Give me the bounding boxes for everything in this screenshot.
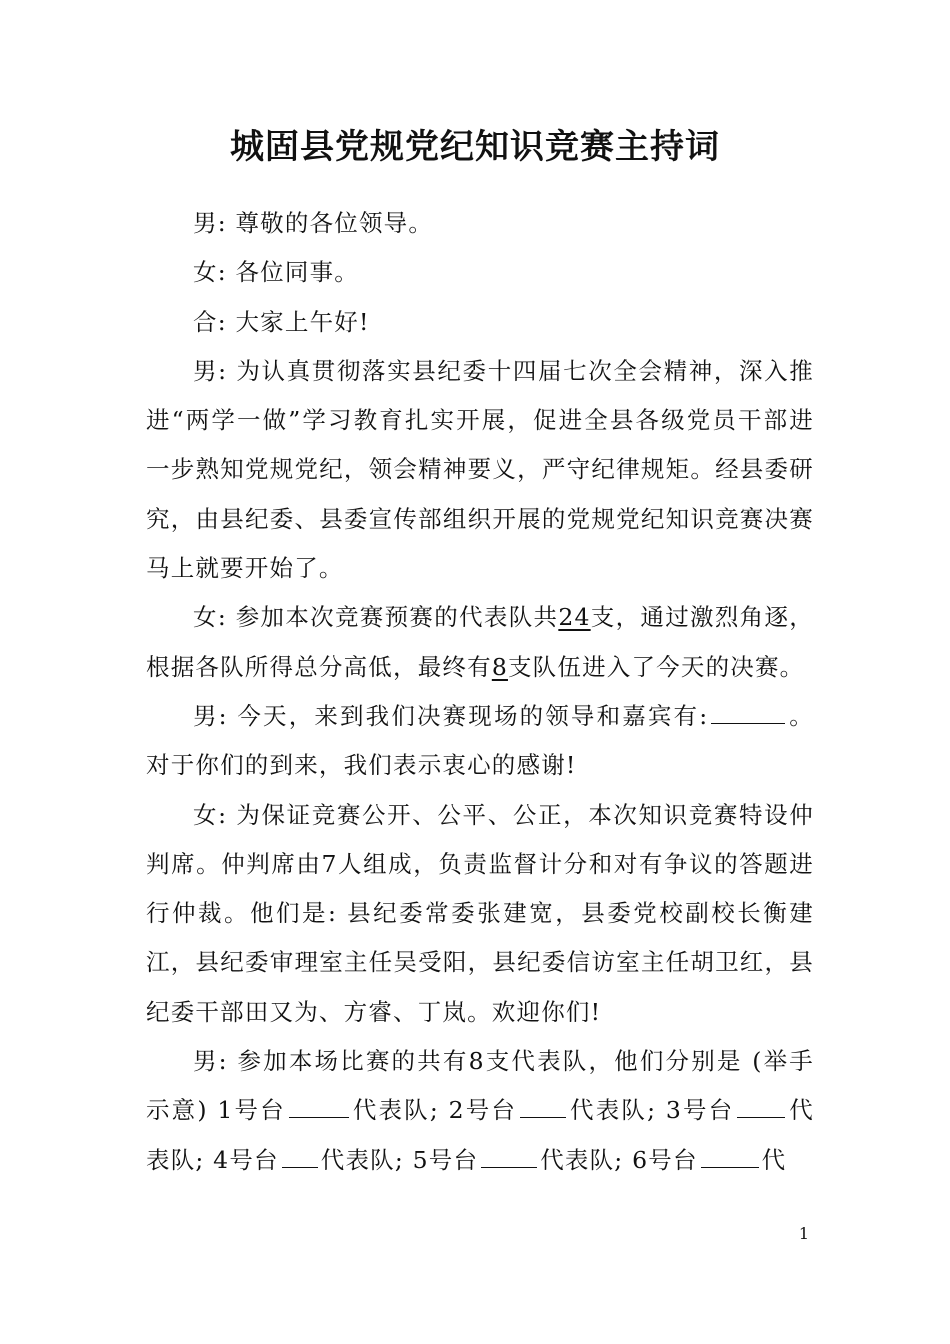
teams-final-value: 8 (491, 652, 508, 681)
team-1-blank-line (289, 1093, 349, 1119)
page-number: 1 (798, 1224, 810, 1243)
guests-blank-line (711, 698, 785, 724)
paragraph-3: 合: 大家上午好! (193, 307, 370, 336)
paragraph-6-text-b: 。对于你们的到来，我们表示衷心的感谢! (146, 701, 814, 780)
paragraph-8-text-t2: 代表队; 3号台 (569, 1096, 735, 1125)
paragraph-5 (146, 593, 814, 692)
teams-total-value: 24 (558, 603, 591, 632)
team-4-blank-line (282, 1142, 318, 1168)
paragraph-6 (146, 692, 814, 791)
team-3-blank-line (737, 1093, 785, 1119)
document-body (146, 199, 814, 1185)
paragraph-7: 女: 为保证竞赛公开、公平、公正，本次知识竞赛特设仲判席。仲判席由7人组成，负责监督计分和对有争议的答题进行仲裁。他们是: 县纪委常委张建宽，县委党校副校长衡建江，县纪委审理室主任吴受阳，县纪委信访室主任胡卫红，县纪委干部田又为、方睿、丁岚。欢迎你们! (146, 800, 814, 1026)
paragraph-4: 男: 为认真贯彻落实县纪委十四届七次全会精神，深入推进“两学一做”学习教育扎实开展，促进全县各级党员干部进一步熟知党规党纪，领会精神要义，严守纪律规矩。经县委研究，由县纪委、县委宣传部组织开展的党规党纪知识竞赛决赛马上就要开始了。 (146, 356, 814, 583)
paragraph-8-text-t1: 代表队; 2号台 (351, 1096, 518, 1125)
paragraph-8-text-t6: 代 (761, 1145, 787, 1174)
paragraph-5-text-c: 支队伍进入了今天的决赛。 (507, 652, 805, 681)
paragraph-8-text-a: 男: 参加本场比赛的共有8支代表队，他们分别是 (举手示意) 1号台 (146, 1047, 814, 1125)
document-title: 城固县党规党纪知识竞赛主持词 (230, 127, 720, 167)
team-5-blank-line (481, 1142, 537, 1168)
paragraph-8-text-t5: 代表队; 6号台 (540, 1145, 698, 1174)
paragraph-5-text-b: 支，通过激烈角逐，根据各队所得总分高低，最终有 (146, 603, 814, 681)
paragraph-8-text-t3: 代表队; 4号台 (146, 1096, 814, 1174)
paragraph-6-text-a: 男: 今天，来到我们决赛现场的领导和嘉宾有: (193, 701, 709, 730)
paragraph-8 (146, 1037, 814, 1185)
paragraph-1: 男: 尊敬的各位领导。 (193, 209, 434, 237)
paragraph-5-text-a: 女: 参加本次竞赛预赛的代表队共 (193, 603, 559, 632)
team-2-blank-line (520, 1093, 566, 1119)
team-6-blank-line (701, 1142, 759, 1168)
paragraph-2: 女: 各位同事。 (193, 258, 359, 287)
paragraph-8-text-t4: 代表队; 5号台 (320, 1145, 479, 1174)
